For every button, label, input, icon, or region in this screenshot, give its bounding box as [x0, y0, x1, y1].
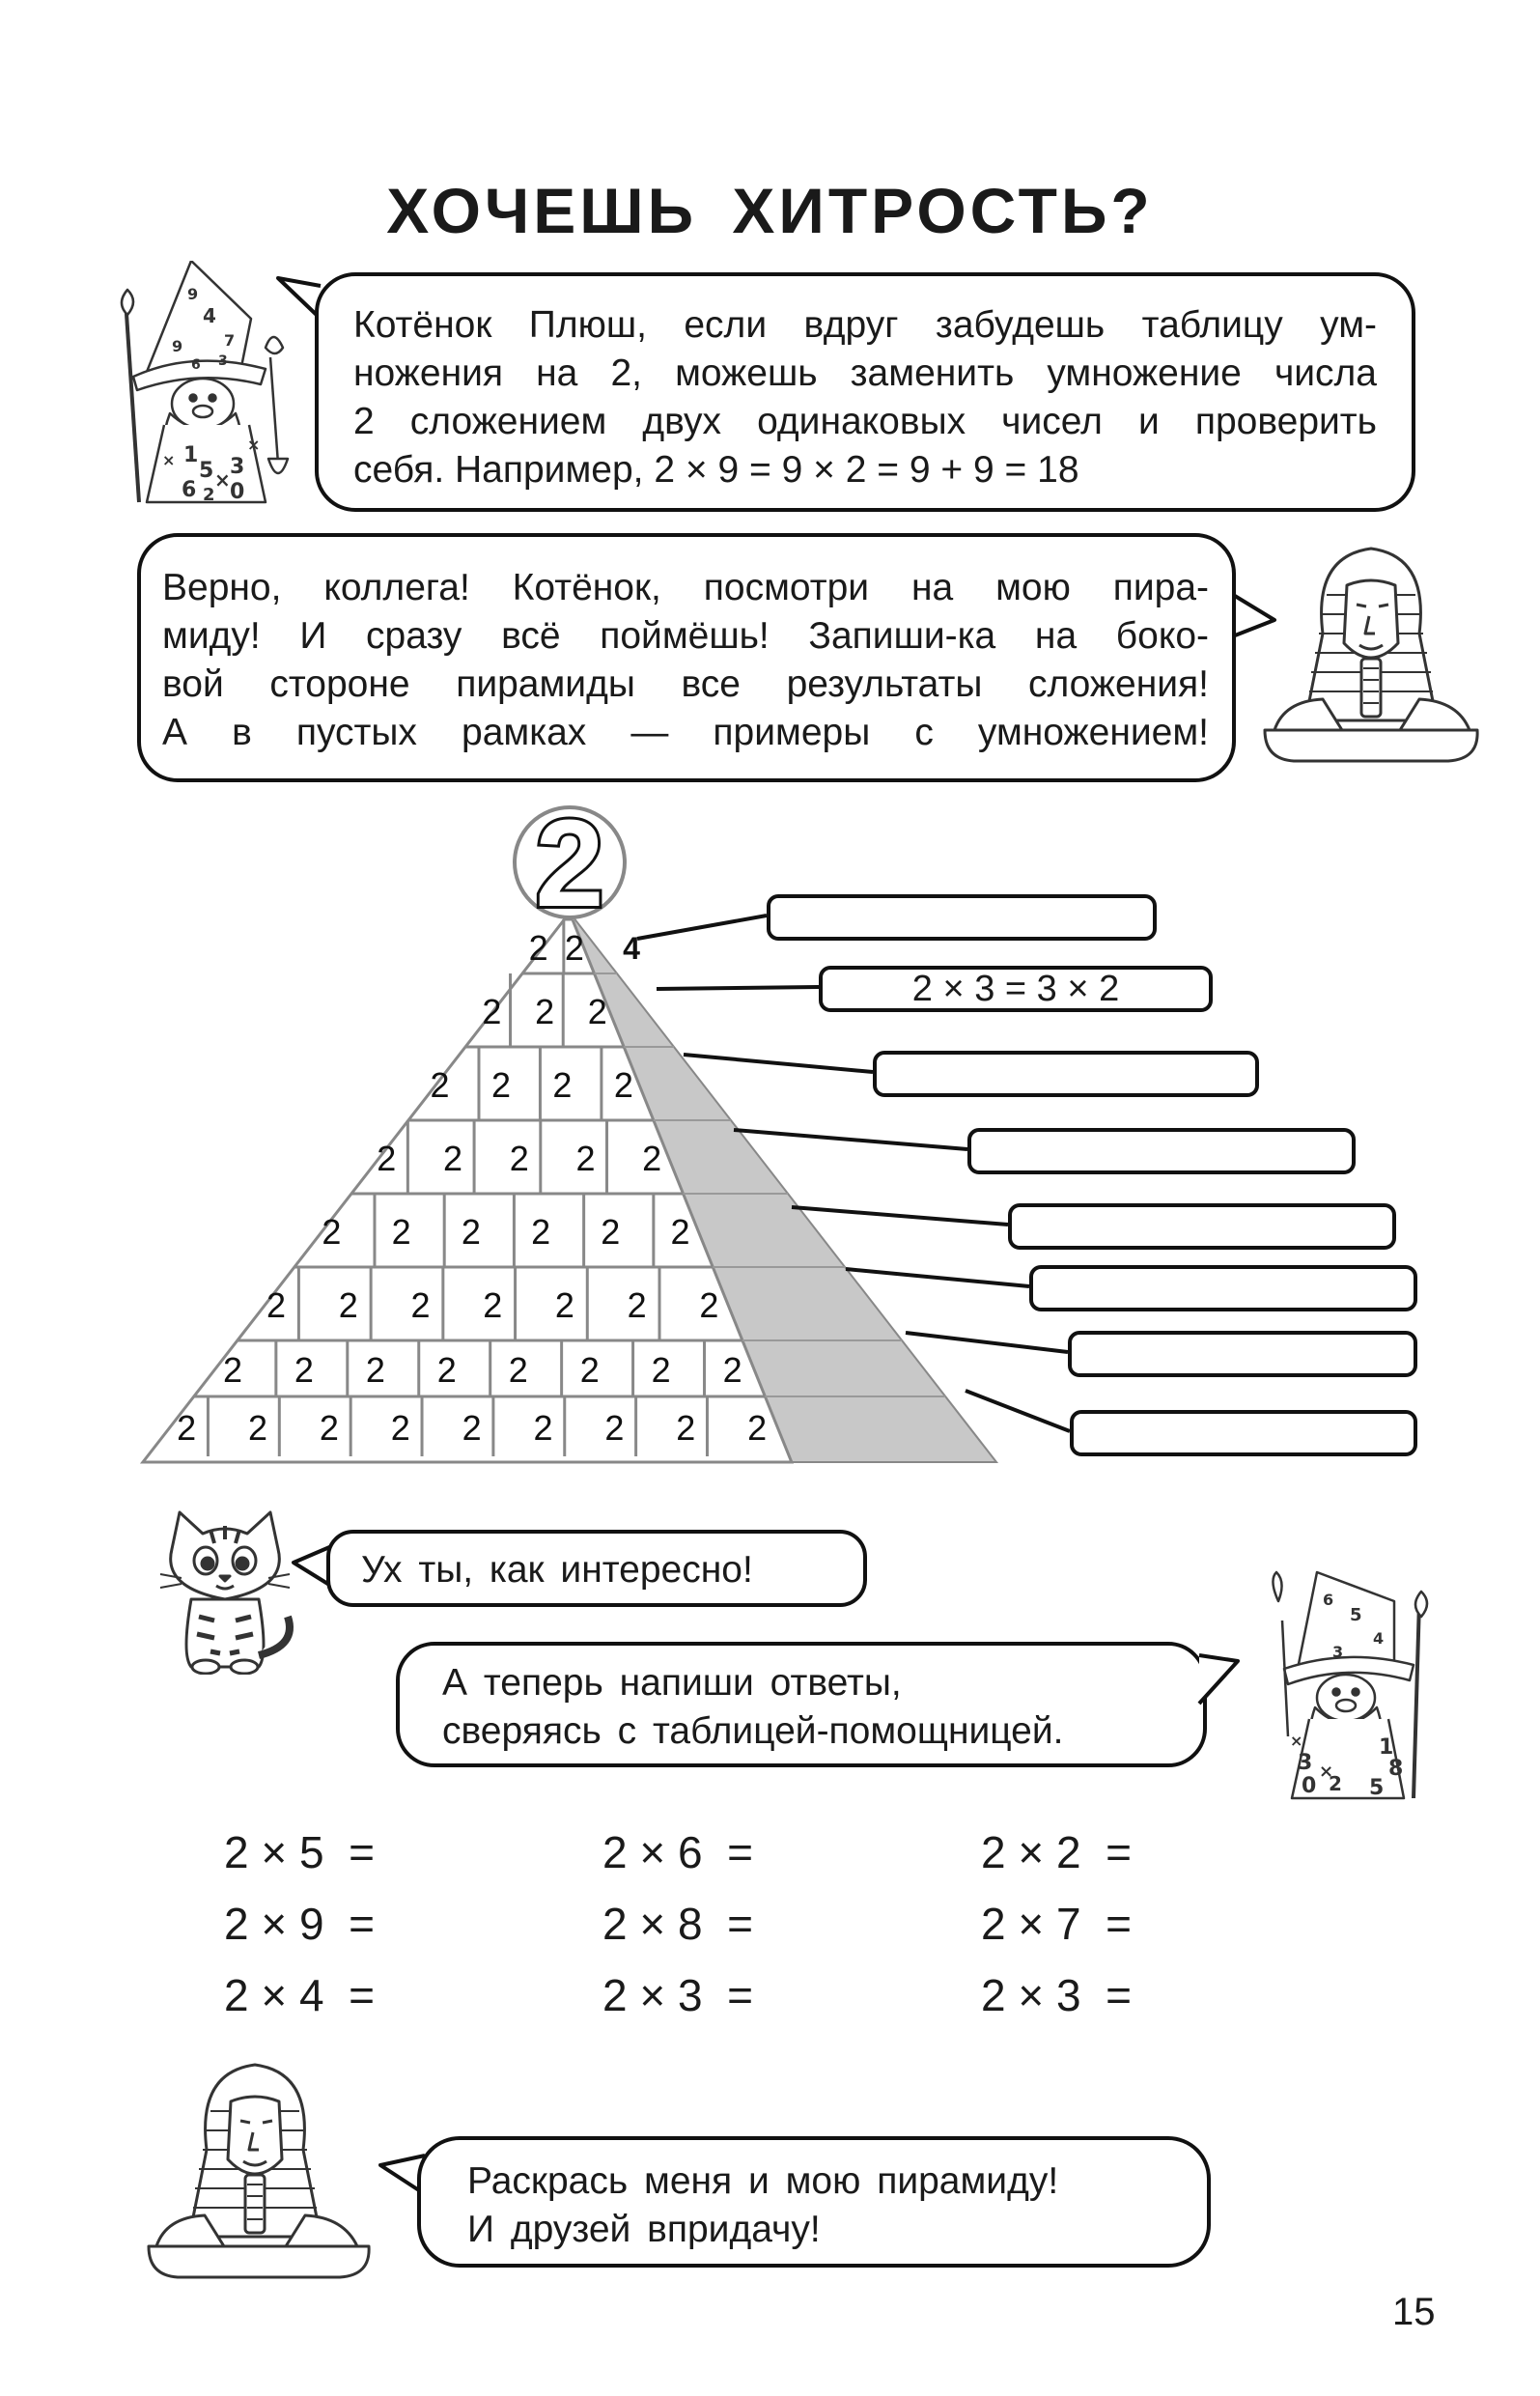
wizard-hat-number: 7: [224, 331, 236, 350]
wizard-hat-number: 9: [172, 337, 183, 355]
wizard-robe-number: 2: [1329, 1772, 1342, 1795]
pyramid-cell-number: 2: [177, 1408, 197, 1448]
sphinx-illustration: [1255, 537, 1487, 769]
pyramid-first-result: 4: [623, 931, 640, 966]
answer-box[interactable]: 2 × 3 = 3 × 2: [819, 966, 1213, 1012]
pyramid-cell-number: 2: [642, 1139, 662, 1178]
wizard-answer-text-line: А теперь напиши ответы,: [442, 1662, 902, 1704]
wizard-text-line: себя. Например, 2 × 9 = 9 × 2 = 9 + 9 = 18: [353, 449, 1079, 491]
answer-box-connector: [906, 1333, 1068, 1352]
pyramid-cell-number: 2: [222, 1350, 243, 1390]
pyramid-cell-number: 2: [564, 928, 584, 968]
wizard-hat-number: 9: [187, 285, 199, 303]
pyramid-cell-number: 2: [747, 1408, 768, 1448]
wizard-robe-number: 0: [230, 480, 245, 504]
wizard-robe-number: 3: [1298, 1751, 1313, 1775]
sphinx-illustration: [143, 2053, 375, 2285]
wizard-hat-number: 6: [1323, 1591, 1334, 1609]
pyramid-cell-number: 2: [535, 992, 555, 1031]
pyramid-cell-number: 2: [319, 1408, 339, 1448]
pyramid-cell-number: 2: [436, 1350, 457, 1390]
kitten-illustration: [153, 1510, 297, 1675]
wizard-robe-number: ×: [247, 436, 261, 454]
pyramid-cell-number: 2: [651, 1350, 671, 1390]
multiplication-exercise[interactable]: 2 × 6 =: [602, 1827, 754, 1877]
answer-box-connector: [734, 1130, 967, 1149]
wizard-text-line: ножения на 2, можешь заменить умножение числа: [353, 352, 1377, 394]
pyramid-cell-number: 2: [483, 1285, 503, 1325]
pyramid-cell-number: 2: [365, 1350, 385, 1390]
pyramid-cell-number: 2: [508, 1350, 528, 1390]
multiplication-exercise[interactable]: 2 × 9 =: [224, 1899, 376, 1949]
pyramid-cell-number: 2: [490, 1065, 512, 1105]
answer-box[interactable]: [873, 1051, 1259, 1097]
pyramid-cell-number: 2: [552, 1065, 573, 1105]
pyramid-cell-number: 2: [322, 1212, 342, 1252]
pyramid-cell-number: 2: [601, 1212, 621, 1252]
page-title: ХОЧЕШЬ ХИТРОСТЬ?: [386, 175, 1154, 246]
pyramid-cell-number: 2: [579, 1350, 600, 1390]
wizard-answer-text-line: сверяясь с таблицей-помощницей.: [442, 1710, 1064, 1752]
multiplication-exercise[interactable]: 2 × 4 =: [224, 1970, 376, 2020]
pyramid-cell-number: 2: [575, 1139, 596, 1178]
wizard-robe-number: ×: [1319, 1762, 1334, 1782]
pyramid-cell-number: 2: [390, 1408, 410, 1448]
pyramid-cell-number: 2: [391, 1212, 411, 1252]
pyramid-cell-number: 2: [461, 1212, 481, 1252]
pyramid-cell-number: 2: [627, 1285, 647, 1325]
pyramid-cell-number: 2: [410, 1285, 431, 1325]
pyramid-cell-number: 2: [554, 1285, 574, 1325]
pyramid-cell-number: 2: [528, 928, 548, 968]
wizard-robe-number: 3: [230, 455, 245, 479]
multiplication-exercise[interactable]: 2 × 3 =: [602, 1970, 754, 2020]
answer-box[interactable]: [1029, 1265, 1417, 1311]
wizard-answer-speech-bubble: [396, 1642, 1207, 1767]
multiplication-exercise[interactable]: 2 × 7 =: [981, 1899, 1133, 1949]
pyramid-cell-number: 2: [670, 1212, 690, 1252]
wizard-hat-number: 3: [1332, 1643, 1344, 1661]
wizard-hat-number: 4: [1373, 1629, 1385, 1648]
wizard-robe-number: 5: [199, 459, 214, 483]
kitten-speech-bubble: [326, 1530, 867, 1607]
sphinx-text-line: А в пустых рамках — примеры с умножением!: [162, 712, 1209, 753]
answer-box[interactable]: [1068, 1331, 1417, 1377]
pyramid-cell-number: 2: [676, 1408, 696, 1448]
sphinx-coloring-text-line: Раскрась меня и мою пирамиду!: [467, 2160, 1059, 2202]
wizard-illustration: [1249, 1563, 1442, 1804]
pyramid-cell-number: 2: [430, 1065, 450, 1105]
sphinx-text-line: миду! И сразу всё поймёшь! Запиши-ка на боко-: [162, 615, 1209, 657]
answer-box[interactable]: [767, 894, 1157, 941]
wizard-text-line: Котёнок Плюш, если вдруг забудешь таблицу ум-: [353, 304, 1377, 346]
sphinx-coloring-speech-bubble: [417, 2136, 1211, 2268]
wizard-robe-number: ×: [1290, 1732, 1303, 1750]
pyramid-cell-number: 2: [604, 1408, 625, 1448]
sphinx-speech-bubble: [137, 533, 1236, 782]
answer-box[interactable]: [1008, 1203, 1396, 1250]
pyramid-cell-number: 2: [294, 1350, 314, 1390]
wizard-text-line: 2 сложением двух одинаковых чисел и проверить: [353, 401, 1377, 442]
wizard-hat-number: 6: [191, 357, 201, 373]
sphinx-text-line: вой стороне пирамиды все результаты сложения!: [162, 663, 1209, 705]
page-number: 15: [1392, 2291, 1436, 2333]
pyramid-cell-number: 2: [613, 1065, 633, 1105]
wizard-robe-number: 0: [1302, 1774, 1317, 1798]
answer-box[interactable]: [1070, 1410, 1417, 1456]
multiplication-exercise[interactable]: 2 × 8 =: [602, 1899, 754, 1949]
wizard-robe-number: 1: [183, 443, 199, 467]
pyramid-cell-number: 2: [462, 1408, 482, 1448]
sphinx-text-line: Верно, коллега! Котёнок, посмотри на мою пира-: [162, 567, 1209, 608]
pyramid-cell-number: 2: [338, 1285, 358, 1325]
wizard-robe-number: 6: [182, 478, 197, 502]
multiplication-exercise[interactable]: 2 × 3 =: [981, 1970, 1133, 2020]
wizard-speech-bubble: [315, 272, 1415, 512]
speech-bubble-tail: [1197, 1651, 1240, 1709]
answer-box-connector: [792, 1207, 1008, 1225]
multiplication-exercise[interactable]: 2 × 5 =: [224, 1827, 376, 1877]
pyramid-cell-number: 2: [443, 1139, 463, 1178]
multiplication-exercise[interactable]: 2 × 2 =: [981, 1827, 1133, 1877]
wizard-robe-number: ×: [162, 451, 176, 469]
answer-box-connector: [657, 987, 819, 989]
pyramid-cell-number: 2: [248, 1408, 268, 1448]
kitten-text: Ух ты, как интересно!: [361, 1549, 753, 1591]
pyramid-top-number: 2: [535, 795, 604, 933]
pyramid-cell-number: 2: [266, 1285, 287, 1325]
answer-box[interactable]: [967, 1128, 1356, 1174]
pyramid-cell-number: 2: [722, 1350, 742, 1390]
wizard-robe-number: 2: [203, 485, 215, 505]
pyramid-cell-number: 2: [587, 992, 607, 1031]
wizard-robe-number: ×: [214, 468, 231, 492]
pyramid-cell-number: 2: [377, 1139, 397, 1178]
wizard-robe-number: 1: [1379, 1735, 1394, 1760]
sphinx-coloring-text-line: И друзей впридачу!: [467, 2209, 821, 2250]
pyramid-cell-number: 2: [509, 1139, 529, 1178]
pyramid-cell-number: 2: [533, 1408, 553, 1448]
pyramid-cell-number: 2: [699, 1285, 719, 1325]
wizard-robe-number: 8: [1388, 1757, 1404, 1781]
wizard-hat-number: 4: [203, 304, 216, 327]
pyramid-cell-number: 2: [482, 992, 502, 1031]
answer-box-connector: [637, 916, 767, 939]
answer-box-connector: [966, 1391, 1070, 1431]
answer-box-connector: [846, 1269, 1029, 1286]
answer-box-connector: [684, 1055, 873, 1072]
wizard-hat-number: 3: [218, 353, 228, 369]
pyramid-cell-number: 2: [531, 1212, 551, 1252]
wizard-hat-number: 5: [1350, 1605, 1362, 1625]
wizard-robe-number: 5: [1369, 1776, 1385, 1800]
